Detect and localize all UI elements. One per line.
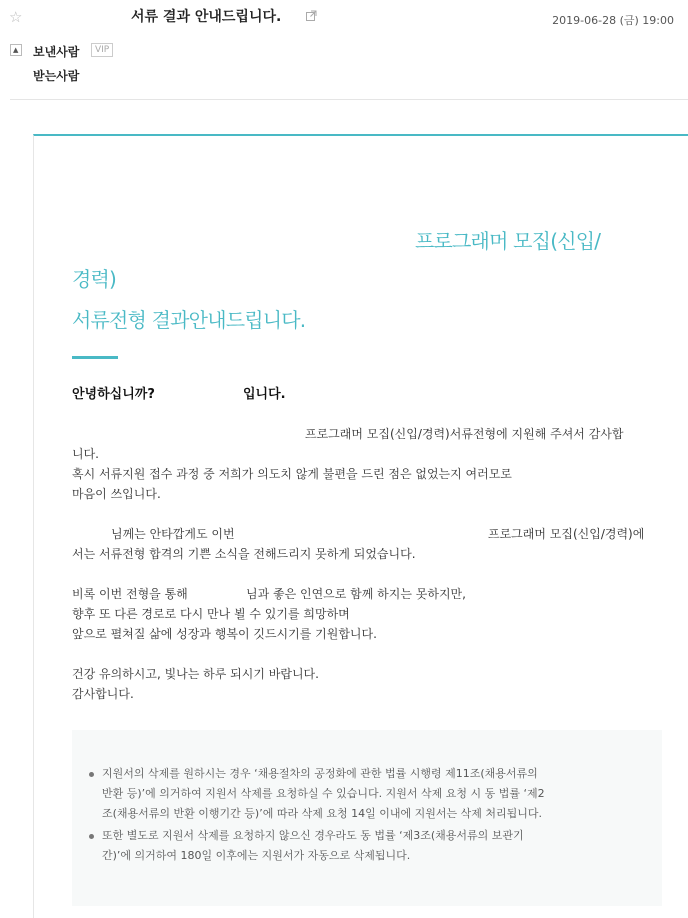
notice-item-1-line-2: 반환 등)’에 의거하여 지원서 삭제를 요청하실 수 있습니다. 지원서 삭제 요청 시 동 법률 ‘제2 (102, 787, 545, 800)
sender-label: 보낸사람 (33, 45, 80, 59)
paragraph-3-part-b: 님과 좋은 인연으로 함께 하지는 못하지만, (246, 587, 466, 601)
title-line-3: 서류전형 결과안내드립니다. (72, 308, 306, 332)
notice-list (88, 764, 545, 866)
mail-date: 2019-06-28 (금) 19:00 (552, 14, 674, 27)
collapse-toggle-icon: ▲ (13, 46, 19, 54)
paragraph-3-part-a: 비록 이번 전형을 통해 (72, 587, 188, 601)
paragraph-4-line-2: 감사합니다. (72, 687, 134, 701)
greeting-text: 안녕하십니까? (72, 387, 155, 402)
paragraph-1-line-1: 프로그래머 모집(신입/경력)서류전형에 지원해 주셔서 감사합 (305, 427, 624, 441)
star-icon[interactable]: ☆ (9, 8, 23, 26)
receiver-label: 받는사람 (33, 69, 80, 83)
mail-body-card (33, 134, 688, 918)
paragraph-2-part-b: 프로그래머 모집(신입/경력)에 (488, 527, 645, 541)
notice-item-2-line-1: 또한 별도로 지원서 삭제를 요청하지 않으신 경우라도 동 법률 ‘제3조(채용서류의 보관기 (102, 829, 524, 842)
notice-item (88, 826, 545, 866)
header-divider (10, 99, 688, 100)
notice-item-1-line-1: 지원서의 삭제를 원하시는 경우 ‘채용절차의 공정화에 관한 법률 시행령 제11조(채용서류의 (102, 767, 538, 780)
vip-badge[interactable]: VIP (91, 43, 113, 57)
mail-subject: 서류 결과 안내드립니다. (131, 9, 282, 25)
popout-icon[interactable] (306, 10, 317, 21)
paragraph-4-line-1: 건강 유의하시고, 빛나는 하루 되시기 바랍니다. (72, 667, 319, 681)
paragraph-3-line-2: 향후 또 다른 경로로 다시 만나 뵐 수 있기를 희망하며 (72, 607, 350, 621)
title-line-1: 프로그래머 모집(신입/ (415, 229, 601, 253)
deletion-notice-box (72, 730, 662, 906)
paragraph-1-line-4: 마음이 쓰입니다. (72, 487, 161, 501)
notice-item-1-line-3: 조(채용서류의 반환 이행기간 등)’에 따라 삭제 요청 14일 이내에 지원서는 삭제 처리됩니다. (102, 807, 542, 820)
paragraph-2-part-a: 님께는 안타깝게도 이번 (111, 527, 235, 541)
paragraph-2-line-2: 서는 서류전형 합격의 기쁜 소식을 전해드리지 못하게 되었습니다. (72, 547, 416, 561)
paragraph-3-line-3: 앞으로 펼쳐질 삶에 성장과 행복이 깃드시기를 기원합니다. (72, 627, 377, 641)
notice-item (88, 764, 545, 824)
title-line-2: 경력) (72, 267, 117, 291)
greeting-company-text: 입니다. (243, 387, 286, 402)
title-underline (72, 356, 118, 359)
mail-header (0, 0, 688, 100)
recipients-toggle-button[interactable] (10, 44, 22, 56)
paragraph-1-line-2: 니다. (72, 447, 99, 461)
notice-item-2-line-2: 간)’에 의거하여 180일 이후에는 지원서가 자동으로 삭제됩니다. (102, 849, 411, 862)
paragraph-1-line-3: 혹시 서류지원 접수 과정 중 저희가 의도치 않게 불편을 드린 점은 없었는지 여러모로 (72, 467, 512, 481)
